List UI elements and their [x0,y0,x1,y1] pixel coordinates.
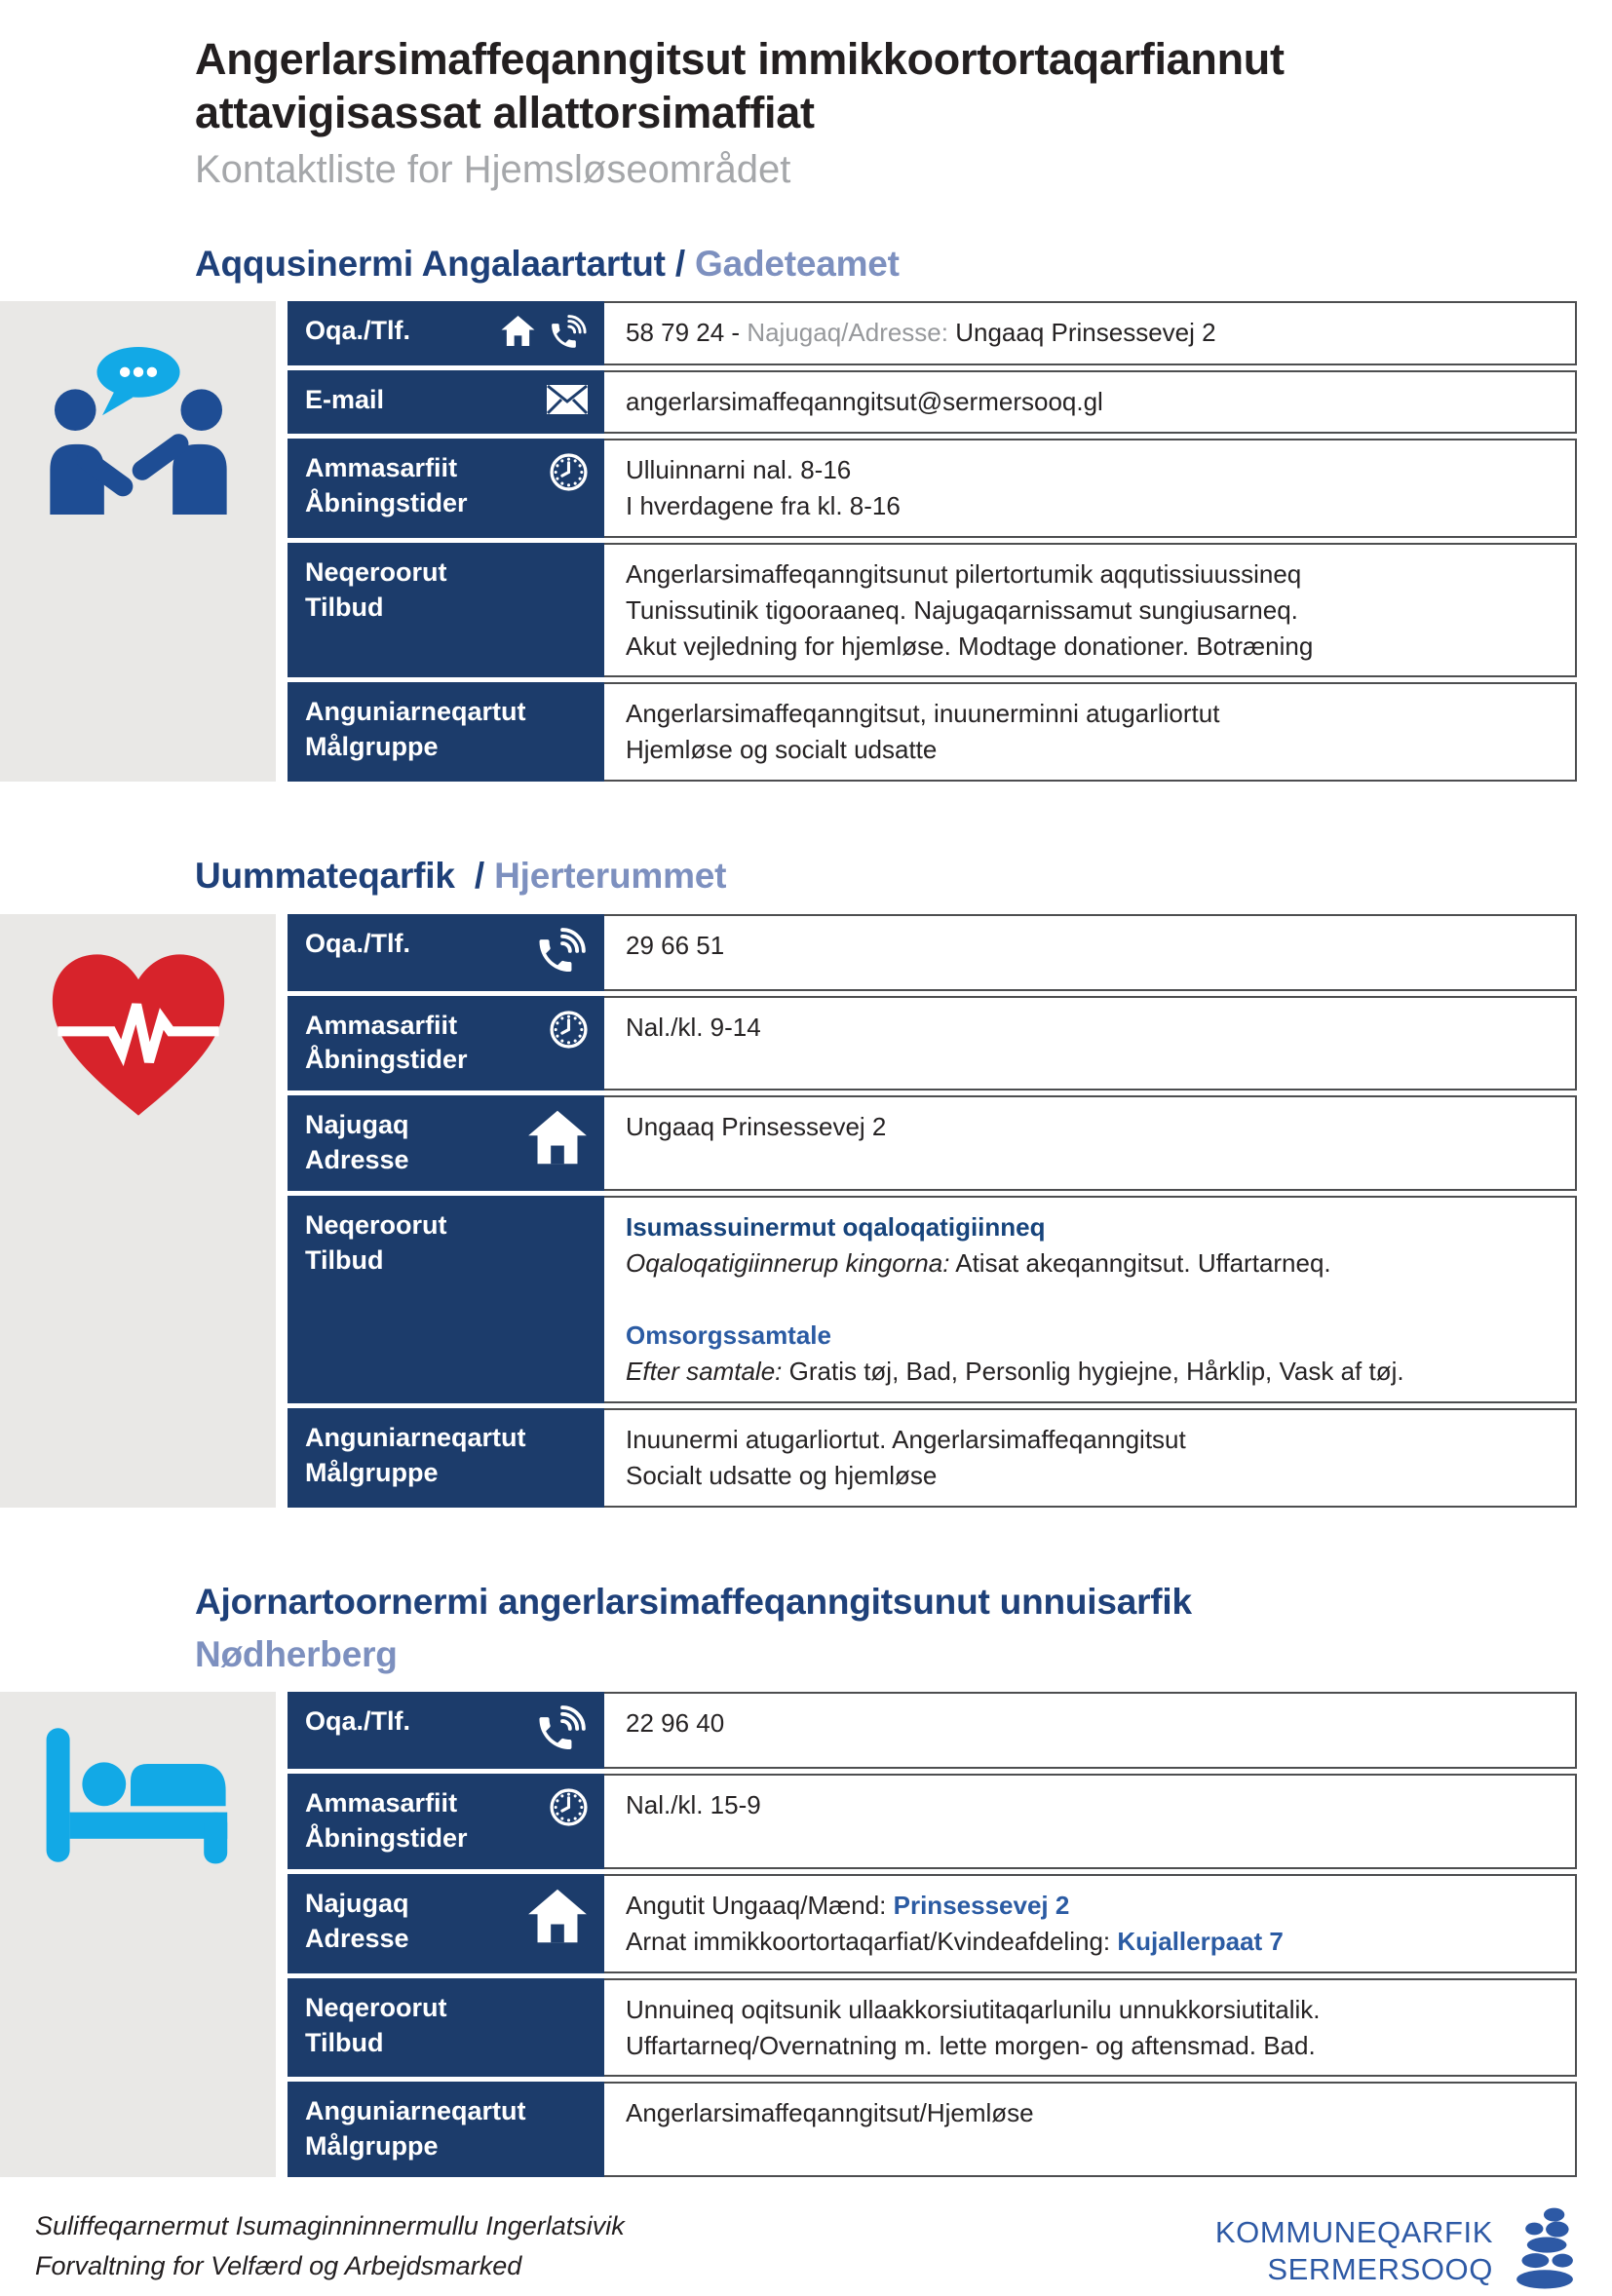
section-heading-separator: / [665,243,695,284]
text-segment: Nal./kl. 15-9 [626,1790,761,1819]
row-icons [549,1787,589,1827]
text-segment: Unnuineq oqitsunik ullaakkorsiutitaqarlunilu unnukkorsiutitalik. [626,1994,1321,2024]
text-segment: Angerlarsimaffeqanngitsut, inuunerminni atugarliortut [626,699,1220,729]
section-heading-noedherberg [195,1580,1577,1678]
section-icon-band [0,301,276,782]
section-heading-greenlandic: Ajornartoornermi angerlarsimaffeqanngitsunut unnuisarfik [195,1581,1192,1622]
department-name-danish: Forvaltning for Velfærd og Arbejdsmarked [35,2250,522,2280]
row-value-cell [604,914,1577,991]
table-row [288,996,1577,1091]
row-label: E-mail [305,385,385,415]
inussuk-cairn-icon [1507,2206,1583,2296]
text-segment: Arnat immikkoortortaqarfiat/Kvindeafdeling: [626,1926,1118,1956]
table-row [288,1774,1577,1869]
row-label: Anguniarneqartut Målgruppe [305,2096,526,2162]
row-label: Anguniarneqartut Målgruppe [305,697,526,762]
table-row [288,439,1577,538]
section-heading-greenlandic: Uummateqarfik [195,856,465,897]
value-line [626,1422,1554,1458]
email-icon [546,384,589,415]
page-title [195,33,1573,140]
row-value-cell [604,1978,1577,2078]
page-footer [0,2177,1612,2296]
table-row [288,1692,1577,1769]
row-label: Najugaq Adresse [305,1110,409,1175]
row-label-cell [288,1774,604,1869]
row-value-cell [604,1408,1577,1508]
row-label: Oqa./Tlf. [305,928,410,958]
section-heading-gadeteamet [195,242,1577,287]
value-line [626,732,1554,768]
row-label-cell [288,301,604,365]
page-subtitle: Kontaktliste for Hjemsløseområdet [195,147,791,191]
row-label-cell [288,1692,604,1769]
row-label: Ammasarfiit Åbningstider [305,1010,468,1075]
table-row [288,543,1577,678]
row-label-cell [288,682,604,782]
value-line [626,696,1554,732]
text-segment: 22 96 40 [626,1708,725,1738]
row-label: Ammasarfiit Åbningstider [305,1788,468,1853]
text-segment: Gratis tøj, Bad, Personlig hygiejne, Hårklip, Vask af tøj. [782,1356,1404,1386]
value-line [626,1705,1554,1741]
text-segment: Inuunermi atugarliortut. Angerlarsimaffeqanngitsut [626,1424,1186,1454]
row-value-cell [604,1095,1577,1191]
text-segment: Najugaq/Adresse: [747,318,948,348]
value-line [626,1992,1554,2028]
contact-table [288,914,1577,1508]
sections-container [0,242,1612,2177]
text-segment: Oqaloqatigiinnerup kingorna: [626,1248,950,1279]
value-line [626,1888,1554,1924]
text-segment: Angerlarsimaffeqanngitsut/Hjemløse [626,2098,1034,2128]
value-line [626,1354,1554,1390]
municipality-logo-text [1215,2214,1493,2290]
table-row [288,1196,1577,1403]
row-value-cell [604,543,1577,678]
row-label-cell [288,1196,604,1403]
table-row [288,1095,1577,1191]
municipality-logo [1215,2206,1583,2296]
row-label-cell [288,914,604,991]
text-segment: Omsorgssamtale [626,1320,831,1350]
value-line [626,556,1554,593]
text-segment: Prinsessevej 2 [893,1890,1070,1920]
value-line [626,1109,1554,1145]
section-heading-separator: / [464,856,495,897]
row-icons [534,1705,589,1756]
table-row [288,370,1577,434]
bed-icon [37,1725,240,1881]
home-icon [526,1109,589,1166]
home-icon [500,315,536,347]
row-value-cell [604,1874,1577,1973]
text-segment: Nal./kl. 9-14 [626,1012,761,1042]
page-title-line-2: attavigisassat allattorsimaffiat [195,87,815,137]
text-segment: Ungaaq Prinsessevej 2 [626,1112,887,1142]
value-line [626,1924,1554,1960]
row-label-cell [288,370,604,434]
section-body [0,914,1612,1508]
text-segment: Angutit Ungaaq/Mænd: [626,1890,894,1920]
contact-table [288,1692,1577,2177]
row-label: Anguniarneqartut Målgruppe [305,1422,526,1487]
phone-icon [548,315,589,353]
row-label-cell [288,1978,604,2078]
contact-section [0,242,1612,783]
row-value-cell [604,1692,1577,1769]
section-heading-danish: Nødherberg [195,1633,398,1674]
text-segment: I hverdagene fra kl. 8-16 [626,490,901,520]
value-line [626,629,1554,665]
row-icons [549,1010,589,1050]
row-label-cell [288,996,604,1091]
page-title-line-1: Angerlarsimaffeqanngitsut immikkoortortaqarfiannut [195,34,1285,84]
row-value-cell [604,301,1577,365]
phone-icon [534,1705,589,1756]
row-label: Neqeroorut Tilbud [305,1992,447,2057]
row-label: Oqa./Tlf. [305,1706,410,1736]
row-label-cell [288,1408,604,1508]
clock-icon [549,1787,589,1827]
text-segment: Hjemløse og socialt udsatte [626,735,938,765]
text-segment: angerlarsimaffeqanngitsut@sermersooq.gl [626,387,1103,417]
value-line [626,1282,1554,1318]
text-segment: Akut vejledning for hjemløse. Modtage donationer. Botræning [626,631,1314,661]
value-line [626,1787,1554,1823]
section-icon-band [0,914,276,1508]
text-segment: Isumassuinermut oqaloqatigiinneq [626,1212,1046,1243]
value-line [626,488,1554,524]
row-value-cell [604,370,1577,434]
table-row [288,301,1577,365]
table-row [288,1408,1577,1508]
phone-icon [534,928,589,978]
value-line [626,452,1554,488]
text-segment: Socialt udsatte og hjemløse [626,1460,938,1490]
table-row [288,682,1577,782]
row-label-cell [288,1874,604,1973]
row-icons [500,315,589,353]
text-segment: Efter samtale: [626,1356,783,1386]
value-line [626,1245,1554,1282]
contact-section [0,854,1612,1507]
department-name-greenlandic: Suliffeqarnermut Isumaginninnermullu Ingerlatsivik [35,2211,625,2241]
row-icons [549,452,589,492]
row-icons [526,1888,589,1944]
value-line [626,2028,1554,2064]
row-label-cell [288,1095,604,1191]
text-segment: 58 79 24 - [626,318,748,348]
value-line [626,384,1554,420]
page-header [0,0,1612,191]
logo-line-1: KOMMUNEQARFIK [1214,2214,1493,2249]
section-icon-band [0,1692,276,2177]
text-segment: Uffartarneq/Overnatning m. lette morgen- og aftensmad. Bad. [626,2030,1316,2060]
table-row [288,914,1577,991]
row-label-cell [288,439,604,538]
row-value-cell [604,2082,1577,2177]
section-body [0,1692,1612,2177]
section-heading-hjerterummet [195,854,1577,899]
section-heading-danish: Gadeteamet [694,243,900,284]
text-segment: 29 66 51 [626,930,725,960]
row-label-cell [288,2082,604,2177]
text-segment: Angerlarsimaffeqanngitsunut pilertortumik aqqutissiuussineq [626,558,1302,589]
clock-icon [549,452,589,492]
row-label: Ammasarfiit Åbningstider [305,452,468,517]
value-line [626,1318,1554,1354]
home-icon [526,1888,589,1944]
value-line [626,1458,1554,1494]
row-label-cell [288,543,604,678]
value-line [626,1209,1554,1245]
value-line [626,928,1554,964]
heart-pulse-icon [40,947,237,1123]
row-label: Neqeroorut Tilbud [305,556,447,622]
people-talking-icon [30,334,247,515]
table-row [288,2082,1577,2177]
row-icons [546,384,589,415]
section-body [0,301,1612,782]
text-segment: Atisat akeqanngitsut. Uffartarneq. [949,1248,1331,1279]
table-row [288,1874,1577,1973]
row-value-cell [604,439,1577,538]
logo-line-2: SERMERSOOQ [1267,2252,1493,2287]
row-value-cell [604,1774,1577,1869]
section-heading-greenlandic: Aqqusinermi Angalaartartut [195,243,666,284]
row-label: Neqeroorut Tilbud [305,1210,447,1276]
row-value-cell [604,1196,1577,1403]
value-line [626,1010,1554,1046]
text-segment: Tunissutinik tigooraaneq. Najugaqarnissamut sungiusarneq. [626,594,1298,625]
row-label: Oqa./Tlf. [305,316,410,346]
contact-section [0,1580,1612,2178]
clock-icon [549,1010,589,1050]
department-name [35,2206,625,2285]
table-row [288,1978,1577,2078]
value-line [626,315,1554,351]
row-icons [534,928,589,978]
section-heading-danish: Hjerterummet [494,856,727,897]
row-value-cell [604,682,1577,782]
contact-table [288,301,1577,782]
row-icons [526,1109,589,1166]
value-line [626,2095,1554,2131]
row-value-cell [604,996,1577,1091]
text-segment: Ungaaq Prinsessevej 2 [948,318,1216,348]
text-segment: Ulluinnarni nal. 8-16 [626,454,852,484]
text-segment: Kujallerpaat 7 [1117,1926,1284,1956]
value-line [626,593,1554,629]
row-label: Najugaq Adresse [305,1888,409,1953]
